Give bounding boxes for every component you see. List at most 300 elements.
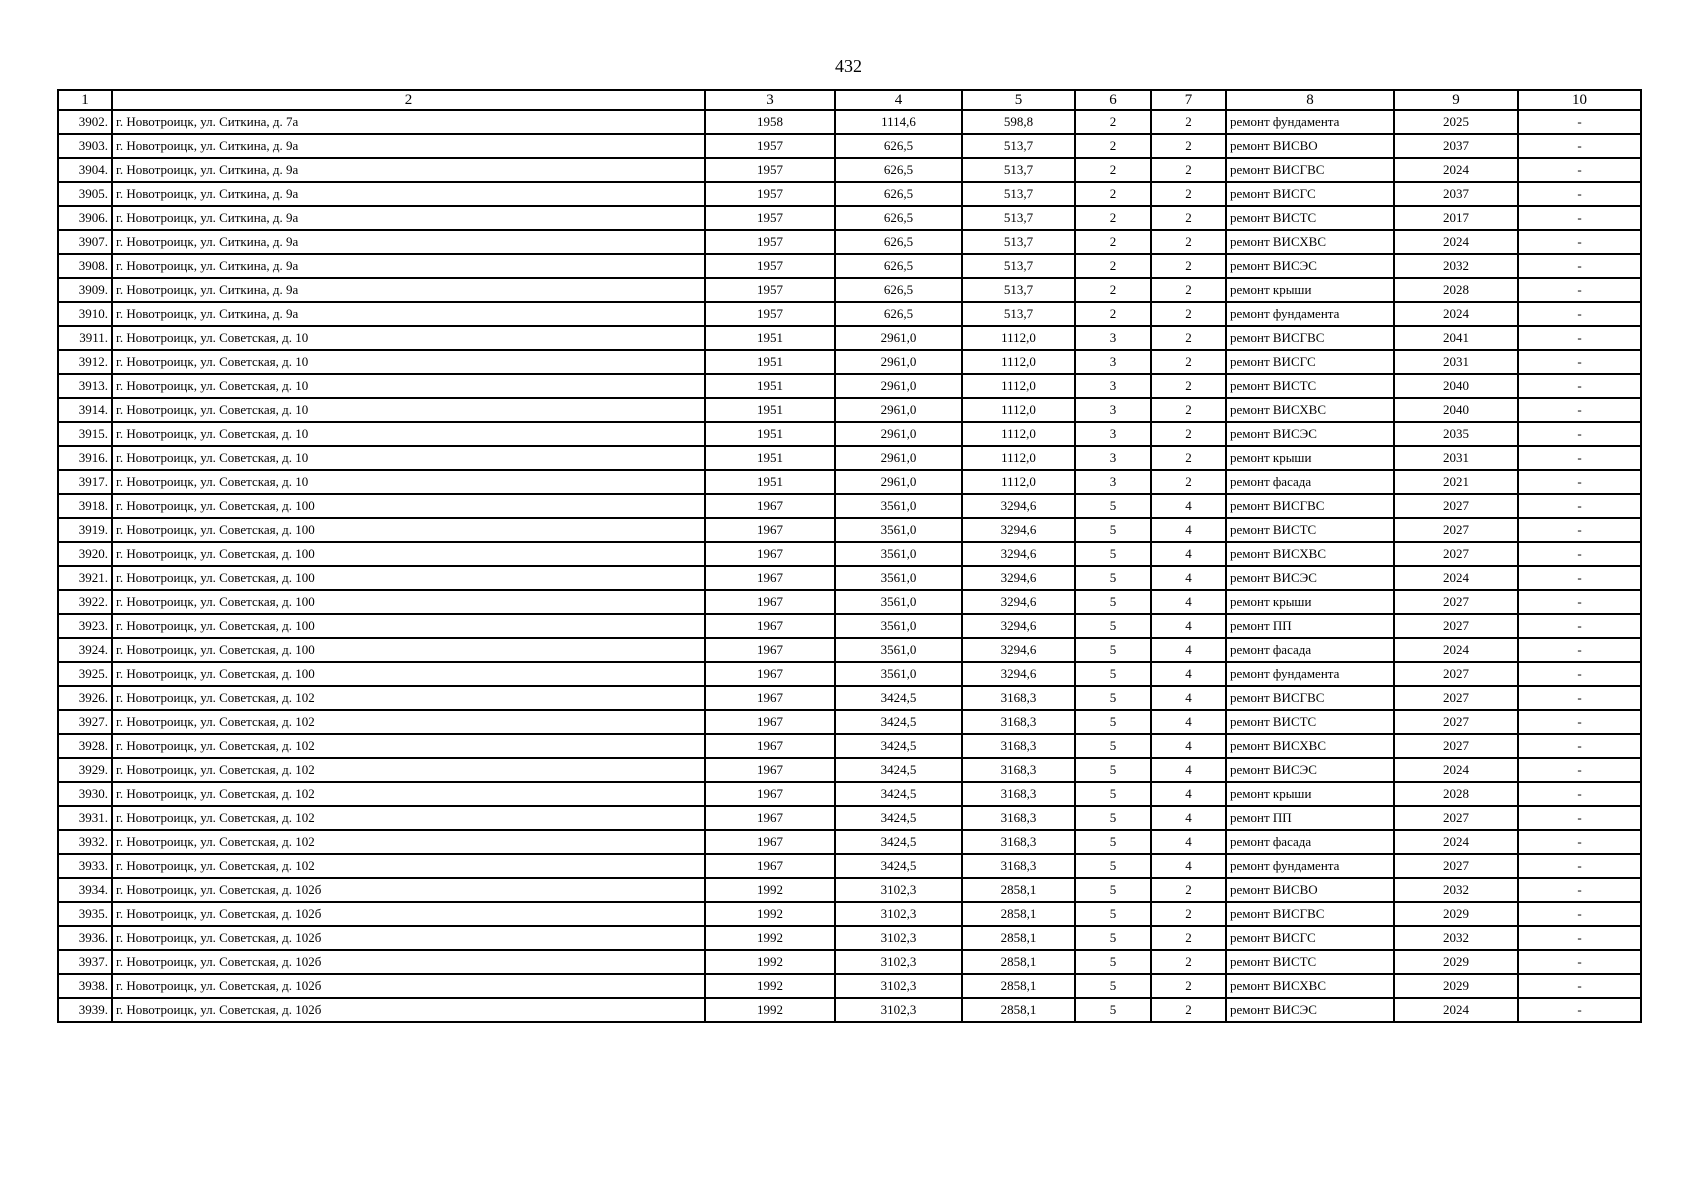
address-cell: г. Новотроицк, ул. Ситкина, д. 9а	[112, 278, 705, 302]
work-type-cell: ремонт ВИСХВС	[1226, 542, 1394, 566]
note-cell: -	[1518, 638, 1641, 662]
row-number-cell: 3930.	[58, 782, 112, 806]
floors-cell: 2	[1075, 110, 1151, 134]
entrances-cell: 4	[1151, 686, 1226, 710]
work-type-cell: ремонт ВИСТС	[1226, 950, 1394, 974]
year-cell: 1951	[705, 374, 835, 398]
planned-year-cell: 2032	[1394, 878, 1518, 902]
planned-year-cell: 2027	[1394, 710, 1518, 734]
work-type-cell: ремонт ВИСХВС	[1226, 974, 1394, 998]
entrances-cell: 4	[1151, 614, 1226, 638]
work-type-cell: ремонт фундамента	[1226, 854, 1394, 878]
entrances-cell: 2	[1151, 398, 1226, 422]
living-area-cell: 1112,0	[962, 374, 1075, 398]
row-number-cell: 3905.	[58, 182, 112, 206]
planned-year-cell: 2024	[1394, 230, 1518, 254]
year-cell: 1958	[705, 110, 835, 134]
table-row	[58, 422, 1641, 446]
floors-cell: 5	[1075, 950, 1151, 974]
table-row	[58, 806, 1641, 830]
address-cell: г. Новотроицк, ул. Ситкина, д. 9а	[112, 134, 705, 158]
floors-cell: 2	[1075, 134, 1151, 158]
year-cell: 1967	[705, 758, 835, 782]
row-number-cell: 3911.	[58, 326, 112, 350]
address-cell: г. Новотроицк, ул. Советская, д. 10	[112, 422, 705, 446]
living-area-cell: 3168,3	[962, 782, 1075, 806]
floors-cell: 5	[1075, 782, 1151, 806]
work-type-cell: ремонт ПП	[1226, 614, 1394, 638]
table-row	[58, 854, 1641, 878]
row-number-cell: 3921.	[58, 566, 112, 590]
total-area-cell: 2961,0	[835, 470, 962, 494]
address-cell: г. Новотроицк, ул. Ситкина, д. 9а	[112, 254, 705, 278]
note-cell: -	[1518, 662, 1641, 686]
living-area-cell: 3294,6	[962, 494, 1075, 518]
total-area-cell: 2961,0	[835, 398, 962, 422]
total-area-cell: 2961,0	[835, 446, 962, 470]
entrances-cell: 4	[1151, 542, 1226, 566]
work-type-cell: ремонт ВИСВО	[1226, 878, 1394, 902]
year-cell: 1967	[705, 566, 835, 590]
year-cell: 1951	[705, 398, 835, 422]
note-cell: -	[1518, 854, 1641, 878]
table-row	[58, 734, 1641, 758]
note-cell: -	[1518, 590, 1641, 614]
living-area-cell: 513,7	[962, 230, 1075, 254]
note-cell: -	[1518, 902, 1641, 926]
note-cell: -	[1518, 542, 1641, 566]
address-cell: г. Новотроицк, ул. Советская, д. 102б	[112, 950, 705, 974]
floors-cell: 3	[1075, 374, 1151, 398]
living-area-cell: 1112,0	[962, 446, 1075, 470]
address-cell: г. Новотроицк, ул. Советская, д. 102	[112, 806, 705, 830]
total-area-cell: 3561,0	[835, 566, 962, 590]
planned-year-cell: 2040	[1394, 374, 1518, 398]
work-type-cell: ремонт ВИСГС	[1226, 182, 1394, 206]
column-header-3: 3	[705, 90, 835, 110]
living-area-cell: 3168,3	[962, 854, 1075, 878]
living-area-cell: 3294,6	[962, 614, 1075, 638]
floors-cell: 5	[1075, 518, 1151, 542]
note-cell: -	[1518, 782, 1641, 806]
address-cell: г. Новотроицк, ул. Советская, д. 10	[112, 350, 705, 374]
work-type-cell: ремонт ВИСЭС	[1226, 758, 1394, 782]
total-area-cell: 3102,3	[835, 974, 962, 998]
row-number-cell: 3929.	[58, 758, 112, 782]
column-header-7: 7	[1151, 90, 1226, 110]
row-number-cell: 3924.	[58, 638, 112, 662]
total-area-cell: 2961,0	[835, 326, 962, 350]
total-area-cell: 3424,5	[835, 830, 962, 854]
planned-year-cell: 2032	[1394, 926, 1518, 950]
planned-year-cell: 2027	[1394, 854, 1518, 878]
table-row	[58, 758, 1641, 782]
total-area-cell: 3561,0	[835, 542, 962, 566]
address-cell: г. Новотроицк, ул. Советская, д. 100	[112, 662, 705, 686]
work-type-cell: ремонт ПП	[1226, 806, 1394, 830]
note-cell: -	[1518, 134, 1641, 158]
table-row	[58, 110, 1641, 134]
table-row	[58, 878, 1641, 902]
floors-cell: 5	[1075, 974, 1151, 998]
address-cell: г. Новотроицк, ул. Советская, д. 10	[112, 374, 705, 398]
note-cell: -	[1518, 398, 1641, 422]
living-area-cell: 513,7	[962, 302, 1075, 326]
entrances-cell: 2	[1151, 470, 1226, 494]
address-cell: г. Новотроицк, ул. Ситкина, д. 9а	[112, 206, 705, 230]
floors-cell: 2	[1075, 254, 1151, 278]
living-area-cell: 3168,3	[962, 830, 1075, 854]
total-area-cell: 626,5	[835, 134, 962, 158]
floors-cell: 5	[1075, 830, 1151, 854]
row-number-cell: 3926.	[58, 686, 112, 710]
planned-year-cell: 2025	[1394, 110, 1518, 134]
total-area-cell: 626,5	[835, 230, 962, 254]
planned-year-cell: 2027	[1394, 542, 1518, 566]
entrances-cell: 2	[1151, 278, 1226, 302]
year-cell: 1992	[705, 926, 835, 950]
row-number-cell: 3904.	[58, 158, 112, 182]
work-type-cell: ремонт ВИСГС	[1226, 926, 1394, 950]
planned-year-cell: 2028	[1394, 782, 1518, 806]
address-cell: г. Новотроицк, ул. Ситкина, д. 9а	[112, 182, 705, 206]
year-cell: 1951	[705, 326, 835, 350]
note-cell: -	[1518, 806, 1641, 830]
work-type-cell: ремонт ВИСХВС	[1226, 230, 1394, 254]
row-number-cell: 3923.	[58, 614, 112, 638]
year-cell: 1967	[705, 590, 835, 614]
work-type-cell: ремонт фасада	[1226, 830, 1394, 854]
total-area-cell: 3102,3	[835, 926, 962, 950]
table-row	[58, 638, 1641, 662]
note-cell: -	[1518, 326, 1641, 350]
address-cell: г. Новотроицк, ул. Советская, д. 102	[112, 734, 705, 758]
entrances-cell: 4	[1151, 782, 1226, 806]
entrances-cell: 4	[1151, 566, 1226, 590]
total-area-cell: 3424,5	[835, 758, 962, 782]
table-row	[58, 446, 1641, 470]
planned-year-cell: 2024	[1394, 302, 1518, 326]
table-row	[58, 182, 1641, 206]
entrances-cell: 4	[1151, 854, 1226, 878]
table-row	[58, 398, 1641, 422]
table-row	[58, 158, 1641, 182]
floors-cell: 3	[1075, 470, 1151, 494]
table-row	[58, 686, 1641, 710]
note-cell: -	[1518, 206, 1641, 230]
living-area-cell: 1112,0	[962, 350, 1075, 374]
table-row	[58, 350, 1641, 374]
total-area-cell: 3424,5	[835, 854, 962, 878]
total-area-cell: 626,5	[835, 206, 962, 230]
address-cell: г. Новотроицк, ул. Советская, д. 102б	[112, 926, 705, 950]
note-cell: -	[1518, 734, 1641, 758]
row-number-cell: 3939.	[58, 998, 112, 1022]
work-type-cell: ремонт ВИСТС	[1226, 374, 1394, 398]
total-area-cell: 3561,0	[835, 494, 962, 518]
entrances-cell: 2	[1151, 974, 1226, 998]
living-area-cell: 3294,6	[962, 662, 1075, 686]
address-cell: г. Новотроицк, ул. Советская, д. 100	[112, 518, 705, 542]
note-cell: -	[1518, 494, 1641, 518]
row-number-cell: 3902.	[58, 110, 112, 134]
table-row	[58, 710, 1641, 734]
planned-year-cell: 2037	[1394, 182, 1518, 206]
planned-year-cell: 2031	[1394, 350, 1518, 374]
row-number-cell: 3907.	[58, 230, 112, 254]
planned-year-cell: 2029	[1394, 902, 1518, 926]
floors-cell: 5	[1075, 734, 1151, 758]
table-row	[58, 494, 1641, 518]
total-area-cell: 2961,0	[835, 350, 962, 374]
living-area-cell: 3294,6	[962, 542, 1075, 566]
row-number-cell: 3920.	[58, 542, 112, 566]
floors-cell: 2	[1075, 278, 1151, 302]
planned-year-cell: 2028	[1394, 278, 1518, 302]
total-area-cell: 626,5	[835, 302, 962, 326]
living-area-cell: 2858,1	[962, 878, 1075, 902]
work-type-cell: ремонт крыши	[1226, 278, 1394, 302]
address-cell: г. Новотроицк, ул. Советская, д. 100	[112, 494, 705, 518]
address-cell: г. Новотроицк, ул. Советская, д. 10	[112, 326, 705, 350]
address-cell: г. Новотроицк, ул. Ситкина, д. 9а	[112, 230, 705, 254]
row-number-cell: 3906.	[58, 206, 112, 230]
entrances-cell: 2	[1151, 302, 1226, 326]
column-header-4: 4	[835, 90, 962, 110]
note-cell: -	[1518, 446, 1641, 470]
entrances-cell: 4	[1151, 734, 1226, 758]
year-cell: 1967	[705, 494, 835, 518]
year-cell: 1992	[705, 950, 835, 974]
work-type-cell: ремонт ВИСХВС	[1226, 398, 1394, 422]
planned-year-cell: 2037	[1394, 134, 1518, 158]
floors-cell: 5	[1075, 902, 1151, 926]
floors-cell: 5	[1075, 638, 1151, 662]
address-cell: г. Новотроицк, ул. Ситкина, д. 9а	[112, 302, 705, 326]
floors-cell: 3	[1075, 446, 1151, 470]
row-number-cell: 3916.	[58, 446, 112, 470]
living-area-cell: 513,7	[962, 206, 1075, 230]
table-row	[58, 662, 1641, 686]
year-cell: 1967	[705, 830, 835, 854]
living-area-cell: 1112,0	[962, 398, 1075, 422]
entrances-cell: 2	[1151, 446, 1226, 470]
total-area-cell: 626,5	[835, 182, 962, 206]
total-area-cell: 626,5	[835, 254, 962, 278]
total-area-cell: 1114,6	[835, 110, 962, 134]
work-type-cell: ремонт ВИСЭС	[1226, 566, 1394, 590]
year-cell: 1967	[705, 638, 835, 662]
living-area-cell: 513,7	[962, 134, 1075, 158]
table-row	[58, 782, 1641, 806]
planned-year-cell: 2027	[1394, 614, 1518, 638]
living-area-cell: 1112,0	[962, 326, 1075, 350]
note-cell: -	[1518, 950, 1641, 974]
row-number-cell: 3938.	[58, 974, 112, 998]
work-type-cell: ремонт крыши	[1226, 446, 1394, 470]
year-cell: 1967	[705, 518, 835, 542]
table-row	[58, 302, 1641, 326]
entrances-cell: 4	[1151, 638, 1226, 662]
planned-year-cell: 2024	[1394, 758, 1518, 782]
year-cell: 1992	[705, 878, 835, 902]
planned-year-cell: 2029	[1394, 950, 1518, 974]
table-row	[58, 230, 1641, 254]
row-number-cell: 3913.	[58, 374, 112, 398]
living-area-cell: 513,7	[962, 278, 1075, 302]
year-cell: 1967	[705, 542, 835, 566]
living-area-cell: 2858,1	[962, 902, 1075, 926]
entrances-cell: 2	[1151, 254, 1226, 278]
living-area-cell: 3168,3	[962, 734, 1075, 758]
note-cell: -	[1518, 470, 1641, 494]
table-row	[58, 902, 1641, 926]
work-type-cell: ремонт ВИСТС	[1226, 206, 1394, 230]
total-area-cell: 3561,0	[835, 662, 962, 686]
entrances-cell: 2	[1151, 926, 1226, 950]
floors-cell: 5	[1075, 566, 1151, 590]
column-header-10: 10	[1518, 90, 1641, 110]
entrances-cell: 2	[1151, 134, 1226, 158]
note-cell: -	[1518, 974, 1641, 998]
address-cell: г. Новотроицк, ул. Советская, д. 10	[112, 470, 705, 494]
living-area-cell: 3168,3	[962, 758, 1075, 782]
entrances-cell: 2	[1151, 374, 1226, 398]
work-type-cell: ремонт фундамента	[1226, 662, 1394, 686]
floors-cell: 3	[1075, 350, 1151, 374]
row-number-cell: 3928.	[58, 734, 112, 758]
year-cell: 1957	[705, 278, 835, 302]
entrances-cell: 4	[1151, 806, 1226, 830]
planned-year-cell: 2024	[1394, 566, 1518, 590]
note-cell: -	[1518, 302, 1641, 326]
floors-cell: 5	[1075, 806, 1151, 830]
repair-schedule-table	[57, 89, 1642, 1023]
floors-cell: 5	[1075, 590, 1151, 614]
planned-year-cell: 2040	[1394, 398, 1518, 422]
year-cell: 1967	[705, 662, 835, 686]
row-number-cell: 3933.	[58, 854, 112, 878]
entrances-cell: 2	[1151, 326, 1226, 350]
note-cell: -	[1518, 422, 1641, 446]
table-row	[58, 614, 1641, 638]
note-cell: -	[1518, 230, 1641, 254]
address-cell: г. Новотроицк, ул. Советская, д. 100	[112, 542, 705, 566]
address-cell: г. Новотроицк, ул. Ситкина, д. 7а	[112, 110, 705, 134]
work-type-cell: ремонт ВИСЭС	[1226, 254, 1394, 278]
planned-year-cell: 2027	[1394, 518, 1518, 542]
floors-cell: 5	[1075, 998, 1151, 1022]
entrances-cell: 2	[1151, 878, 1226, 902]
table-row	[58, 974, 1641, 998]
total-area-cell: 3561,0	[835, 518, 962, 542]
address-cell: г. Новотроицк, ул. Советская, д. 102	[112, 830, 705, 854]
living-area-cell: 3294,6	[962, 566, 1075, 590]
address-cell: г. Новотроицк, ул. Советская, д. 102б	[112, 974, 705, 998]
year-cell: 1951	[705, 350, 835, 374]
row-number-cell: 3917.	[58, 470, 112, 494]
table-row	[58, 590, 1641, 614]
table-body	[58, 110, 1641, 1022]
total-area-cell: 626,5	[835, 158, 962, 182]
row-number-cell: 3908.	[58, 254, 112, 278]
living-area-cell: 598,8	[962, 110, 1075, 134]
entrances-cell: 2	[1151, 158, 1226, 182]
floors-cell: 5	[1075, 542, 1151, 566]
address-cell: г. Новотроицк, ул. Советская, д. 102	[112, 758, 705, 782]
row-number-cell: 3927.	[58, 710, 112, 734]
year-cell: 1967	[705, 710, 835, 734]
floors-cell: 5	[1075, 686, 1151, 710]
work-type-cell: ремонт фасада	[1226, 470, 1394, 494]
table-row	[58, 950, 1641, 974]
year-cell: 1957	[705, 302, 835, 326]
floors-cell: 3	[1075, 326, 1151, 350]
table-row	[58, 830, 1641, 854]
planned-year-cell: 2041	[1394, 326, 1518, 350]
work-type-cell: ремонт ВИСГВС	[1226, 326, 1394, 350]
column-header-6: 6	[1075, 90, 1151, 110]
year-cell: 1967	[705, 806, 835, 830]
row-number-cell: 3912.	[58, 350, 112, 374]
column-header-1: 1	[58, 90, 112, 110]
entrances-cell: 2	[1151, 182, 1226, 206]
table-row	[58, 542, 1641, 566]
work-type-cell: ремонт ВИСХВС	[1226, 734, 1394, 758]
year-cell: 1957	[705, 230, 835, 254]
living-area-cell: 3168,3	[962, 806, 1075, 830]
entrances-cell: 4	[1151, 758, 1226, 782]
work-type-cell: ремонт ВИСТС	[1226, 518, 1394, 542]
total-area-cell: 3424,5	[835, 710, 962, 734]
entrances-cell: 2	[1151, 110, 1226, 134]
year-cell: 1957	[705, 206, 835, 230]
entrances-cell: 4	[1151, 662, 1226, 686]
header-row	[58, 90, 1641, 110]
living-area-cell: 513,7	[962, 158, 1075, 182]
row-number-cell: 3914.	[58, 398, 112, 422]
column-header-2: 2	[112, 90, 705, 110]
note-cell: -	[1518, 614, 1641, 638]
work-type-cell: ремонт крыши	[1226, 782, 1394, 806]
table-row	[58, 134, 1641, 158]
entrances-cell: 2	[1151, 206, 1226, 230]
row-number-cell: 3936.	[58, 926, 112, 950]
row-number-cell: 3910.	[58, 302, 112, 326]
floors-cell: 2	[1075, 230, 1151, 254]
living-area-cell: 2858,1	[962, 926, 1075, 950]
total-area-cell: 3424,5	[835, 806, 962, 830]
living-area-cell: 2858,1	[962, 950, 1075, 974]
note-cell: -	[1518, 758, 1641, 782]
year-cell: 1957	[705, 182, 835, 206]
address-cell: г. Новотроицк, ул. Советская, д. 100	[112, 614, 705, 638]
entrances-cell: 4	[1151, 494, 1226, 518]
note-cell: -	[1518, 518, 1641, 542]
work-type-cell: ремонт фасада	[1226, 638, 1394, 662]
address-cell: г. Новотроицк, ул. Советская, д. 102	[112, 686, 705, 710]
note-cell: -	[1518, 998, 1641, 1022]
row-number-cell: 3915.	[58, 422, 112, 446]
total-area-cell: 3424,5	[835, 782, 962, 806]
note-cell: -	[1518, 686, 1641, 710]
address-cell: г. Новотроицк, ул. Советская, д. 102б	[112, 902, 705, 926]
note-cell: -	[1518, 878, 1641, 902]
total-area-cell: 3102,3	[835, 950, 962, 974]
row-number-cell: 3918.	[58, 494, 112, 518]
floors-cell: 2	[1075, 206, 1151, 230]
floors-cell: 5	[1075, 926, 1151, 950]
